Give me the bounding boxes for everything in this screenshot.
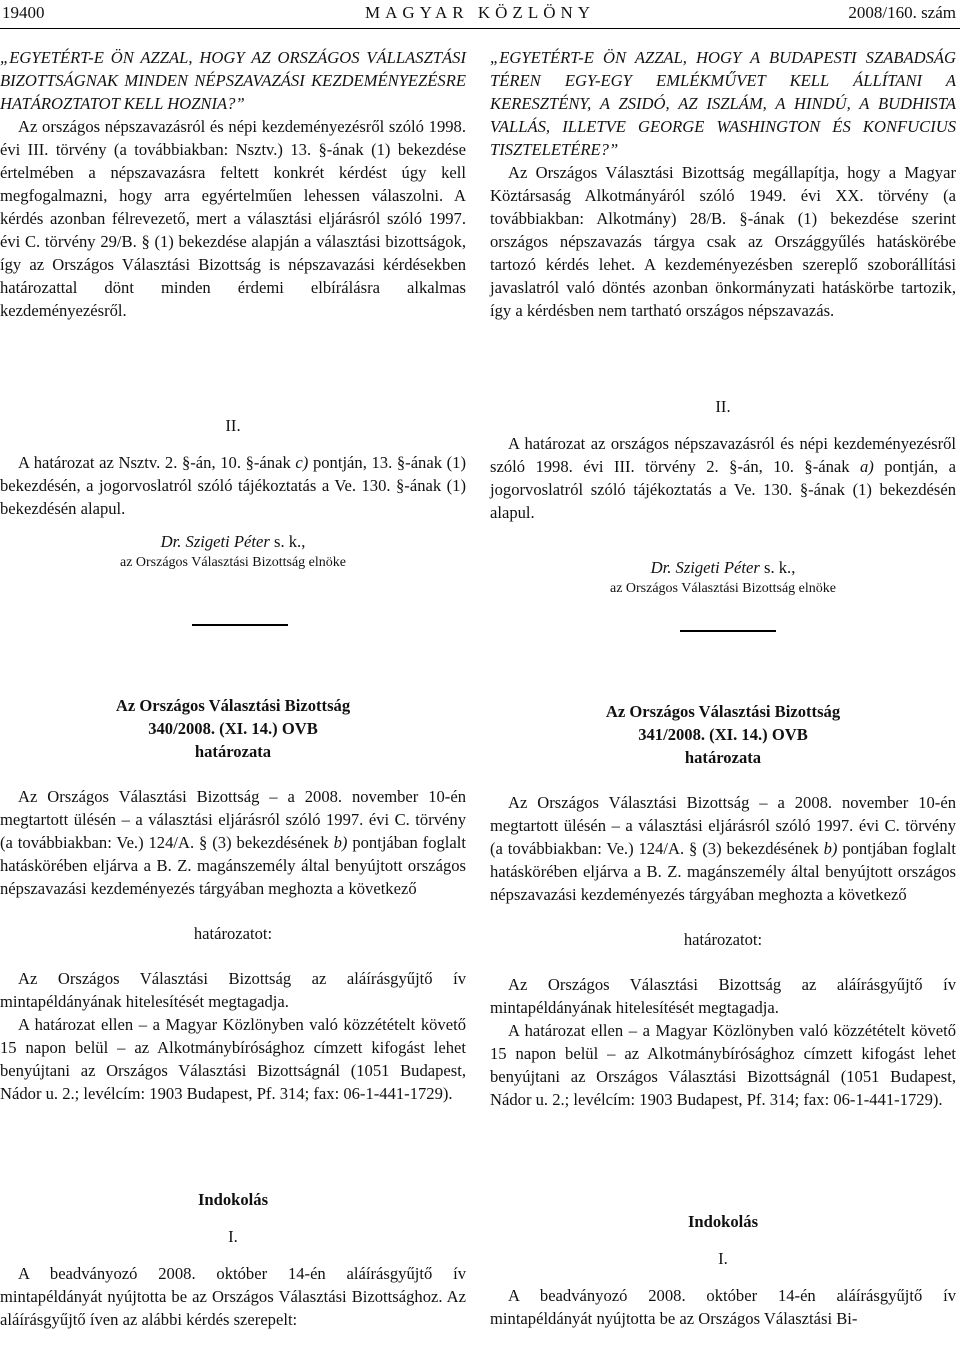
right-intro: Az Országos Választási Bizottság – a 2008. november 10-én megtartott ülésén – a választási eljárásról szóló 1997. évi C. törvény (a továbbiakban: Ve.) 124/A. § (3) bekezdésének b) pontjában foglalt hatáskörében eljárva a B. Z. magánszemély által benyújtott országos népszavazási kezdeményezés tárgyában meghozta a következő (490, 793, 956, 904)
left-paragraph-1: Az országos népszavazásról és népi kezdeményezésről szóló 1998. évi III. törvény (a továbbiakban: Nsztv.) 13. §-ának (1) bekezdése értelmében a népszavazásra feltett konkrét kérdést úgy kell megfogalmazni, hogy arra egyértelműen lehessen válaszolni. A kérdés azonban félrevezető, mert a választási eljárásról szóló 1997. évi C. törvény 29/B. § (1) bekezdése alapján a választási bizottságok, így az Országos Választási Bizottság is népszavazási kérdésekben határozattal dönt minden érdemi elbírálásra alkalmas kezdeményezésről. (0, 117, 466, 320)
left-doc-title-3: határozata (194, 742, 272, 761)
right-section-2 (490, 395, 956, 524)
left-decision (0, 694, 466, 1105)
left-intro: Az Országos Választási Bizottság – a 2008. november 10-én megtartott ülésén – a választási eljárásról szóló 1997. évi C. törvény (a továbbiakban: Ve.) 124/A. § (3) bekezdésének b) pontjában foglalt hatáskörében eljárva a B. Z. magánszemély által benyújtott országos népszavazási kezdeményezés tárgyában meghozta a következő (0, 787, 466, 898)
left-final-paragraph: A beadványozó 2008. október 14-én aláírásgyűjtő ív mintapéldányát nyújtotta be az Országos Választási Bizottsághoz. Az aláírásgyűjtő íven az alábbi kérdés szerepelt: (0, 1264, 466, 1329)
right-doc-title-3: határozata (684, 748, 762, 767)
right-signature (490, 556, 956, 599)
right-doc-title-2: 341/2008. (XI. 14.) OVB (638, 725, 808, 744)
left-paragraph-2: A határozat az Nsztv. 2. §-án, 10. §-ának c) pontján, 13. §-ának (1) bekezdésén, a jogorvoslatról szóló tájékoztatás a Ve. 130. §-ának (1) bekezdésén alapul. (0, 453, 466, 518)
right-section-2-heading: II. (715, 397, 731, 416)
left-doc-title-2: 340/2008. (XI. 14.) OVB (148, 719, 318, 738)
right-question: „EGYETÉRT-E ÖN AZZAL, HOGY A BUDAPESTI SZABADSÁG TÉREN EGY-EGY EMLÉKMŰVET KELL ÁLLÍTANI A KERESZTÉNY, A ZSIDÓ, AZ ISZLÁM, A HINDÚ, A BUDHISTA VALLÁS, ILLETVE GEORGE WASHINGTON ÉS KONFUCIUS TISZTELETÉRE?” (490, 48, 956, 159)
left-signature (0, 530, 466, 573)
left-doc-title-1: Az Országos Választási Bizottság (115, 696, 351, 715)
right-paragraph-2: A határozat az országos népszavazásról és népi kezdeményezésről szóló 1998. évi III. törvény 2. §-án, 10. §-ának a) pontján, a jogorvoslatról szóló tájékoztatás a Ve. 130. §-ának (1) bekezdésén alapul. (490, 434, 956, 522)
right-hatarozatot: határozatot: (683, 930, 763, 949)
left-signature-name: Dr. Szigeti Péter s. k., (160, 532, 306, 551)
right-section-1: I. (718, 1249, 728, 1268)
left-separator (192, 624, 288, 626)
right-final-paragraph: A beadványozó 2008. október 14-én aláírásgyűjtő ív mintapéldányát nyújtotta be az Országos Választási Bi- (490, 1286, 956, 1328)
left-decision-text: Az Országos Választási Bizottság az aláírásgyűjtő ív mintapéldányának hitelesítését megtagadja. (0, 969, 466, 1011)
right-paragraph-1: Az Országos Választási Bizottság megállapítja, hogy a Magyar Köztársaság Alkotmányáról szóló 1949. évi XX. törvény (a továbbiakban: Alkotmány) 28/B. §-ának (1) bekezdése szerint országos népszavazás tárgya csak az Országgyűlés hatáskörébe tartozó kérdés lehet. A kezdeményezésben szereplő szoborállítási javaslatról való döntés azonban önkormányzati hatáskörbe tartozik, így a kérdésben nem tartható országos népszavazás. (490, 163, 956, 320)
right-top-block (490, 46, 956, 322)
right-reasoning (490, 1210, 956, 1330)
right-signature-title: az Országos Választási Bizottság elnöke (609, 581, 836, 596)
page-header (0, 0, 960, 29)
left-question: „EGYETÉRT-E ÖN AZZAL, HOGY AZ ORSZÁGOS VÁLLASZTÁSI BIZOTTSÁGNAK MINDEN NÉPSZAVAZÁSI KEZDEMÉNYEZÉSRE HATÁROZTATOT KELL HOZNIA?” (0, 48, 466, 113)
journal-title: MAGYAR KÖZLÖNY (364, 3, 596, 22)
left-section-1: I. (228, 1227, 238, 1246)
page-number: 19400 (2, 3, 45, 22)
left-top-block (0, 46, 466, 322)
right-doc-title-1: Az Országos Választási Bizottság (605, 702, 841, 721)
right-signature-name: Dr. Szigeti Péter s. k., (650, 558, 796, 577)
left-reasoning (0, 1188, 466, 1331)
right-decision-text: Az Országos Választási Bizottság az aláírásgyűjtő ív mintapéldányának hitelesítését megtagadja. (490, 975, 956, 1017)
right-decision (490, 700, 956, 1111)
left-section-2 (0, 414, 466, 520)
right-appeal: A határozat ellen – a Magyar Közlönyben való közzétételt követő 15 napon belül – az Alkotmánybírósághoz címzett kifogást lehet benyújtani az Országos Választási Bizottságnál (1051 Budapest, Nádor u. 2.; levélcím: 1903 Budapest, Pf. 314; fax: 06-1-441-1729). (490, 1021, 956, 1109)
right-indokolas: Indokolás (687, 1212, 759, 1231)
right-separator (680, 630, 776, 632)
left-hatarozatot: határozatot: (193, 924, 273, 943)
issue-number: 2008/160. szám (848, 3, 956, 22)
left-appeal: A határozat ellen – a Magyar Közlönyben való közzétételt követő 15 napon belül – az Alkotmánybírósághoz címzett kifogást lehet benyújtani az Országos Választási Bizottságnál (1051 Budapest, Nádor u. 2.; levélcím: 1903 Budapest, Pf. 314; fax: 06-1-441-1729). (0, 1015, 466, 1103)
left-indokolas: Indokolás (197, 1190, 269, 1209)
left-section-2-heading: II. (225, 416, 241, 435)
left-signature-title: az Országos Választási Bizottság elnöke (119, 555, 346, 570)
